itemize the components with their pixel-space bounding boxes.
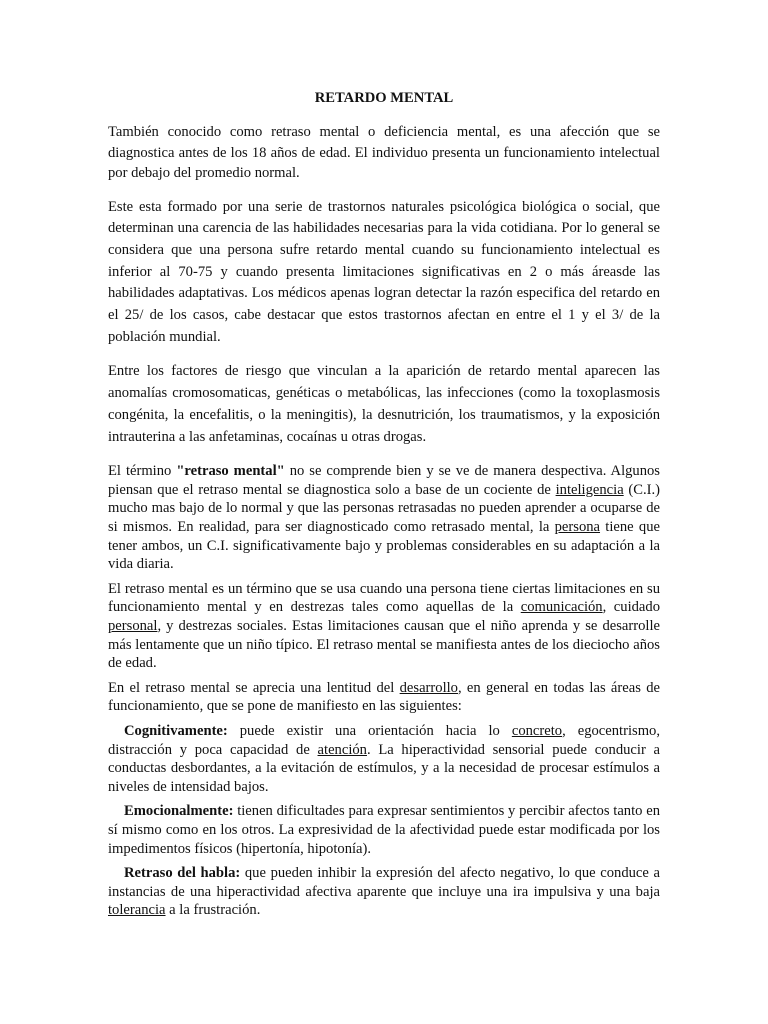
link-atencion[interactable]: atención: [317, 741, 367, 758]
document-title: RETARDO MENTAL: [314, 90, 454, 106]
link-desarrollo[interactable]: desarrollo: [399, 679, 458, 696]
label-cognitivamente: Cognitivamente:: [124, 722, 228, 739]
paragraph-term-meaning: [108, 462, 660, 574]
paragraph-emotional: [108, 802, 660, 858]
text-run: a la frustración.: [165, 902, 261, 919]
paragraph-cognitive: [108, 722, 660, 796]
text-run: no se comprende bien y se ve de manera despectiva. Algunos piensan que el retraso mental se diagnostica solo a base de un cociente de: [108, 463, 660, 498]
paragraph-definition: También conocido como retraso mental o deficiencia mental, es una afección que se diagnostica antes de los 18 años de edad. El individuo presenta un funcionamiento intelectual por debajo del promedio normal.: [108, 124, 660, 181]
link-persona[interactable]: persona: [554, 519, 601, 536]
text-run: puede existir una orientación hacia lo: [227, 722, 512, 739]
paragraph-risk-factors: Entre los factores de riesgo que vinculan a la aparición de retardo mental aparecen las anomalías cromosomaticas, genéticas o metabólicas, las infecciones (como la toxoplasmosis congénita, la encefalitis, o la meningitis), la desnutrición, los traumatismos, y la exposición intrauterina a las anfetaminas, cocaínas u otras drogas.: [108, 363, 660, 445]
paragraph-description: Este esta formado por una serie de trastornos naturales psicológica biológica o social, que determinan una carencia de las habilidades necesarias para la vida cotidiana. Por lo general se considera que una persona sufre retardo mental cuando su funcionamiento intelectual es inferior al 70-75 y cuando presenta limitaciones significativas en 2 o más áreasde las habilidades adaptativas. Los médicos apenas logran detectar la razón especifica del retardo en el 25/ de los casos, cabe destacar que estos trastornos afectan en entre el 1 y el 3/ de la población mundial.: [108, 198, 660, 345]
text-run: , en general en todas las áreas de funcionamiento, que se pone de manifiesto en las siguientes:: [108, 679, 660, 715]
text-run: tienen dificultades para expresar sentimientos y percibir afectos tanto en sí mismo como en los otros. La expresividad de la afectividad puede estar modificada por los impedimentos físicos (hipertonía, hipotonía).: [108, 803, 660, 857]
text-run: (C.I.) mucho mas bajo de lo normal y que las personas retrasadas no pueden aprender a ocuparse de si mismos. En realidad, para ser diagnosticado como retrasado mental, la: [108, 481, 660, 536]
link-tolerancia[interactable]: tolerancia: [108, 902, 166, 919]
paragraph-limitations: [108, 580, 660, 673]
text-run: , egocentrismo, distracción y poca capacidad de: [108, 722, 660, 758]
text-run: , cuidado: [602, 599, 660, 616]
text-run: El término: [108, 463, 177, 480]
link-inteligencia[interactable]: inteligencia: [555, 481, 624, 498]
link-concreto[interactable]: concreto: [511, 722, 563, 739]
paragraph-speech-delay: [108, 864, 660, 920]
label-retraso-del-habla: Retraso del habla:: [124, 865, 241, 882]
text-run: El retraso mental es un término que se usa cuando una persona tiene ciertas limitaciones en su funcionamiento mental y en destrezas tales como aquellas de la: [108, 580, 660, 616]
label-emocionalmente: Emocionalmente:: [124, 803, 234, 820]
text-run: tiene que tener ambos, un C.I. significativamente bajo y problemas considerables en su adaptación a la vida diaria.: [108, 519, 660, 573]
text-run: , y destrezas sociales. Estas limitaciones causan que el niño aprenda y se desarrolle más lentamente que un niño típico. El retraso mental se manifiesta antes de los dieciocho años de edad.: [108, 617, 660, 672]
text-run: . La hiperactividad sensorial puede conducir a conductas desbordantes, a la evitación de estímulos, y a la necesidad de procesar estímulos a niveles de intensidad bajos.: [108, 741, 660, 795]
link-personal[interactable]: personal: [108, 617, 158, 634]
text-run: En el retraso mental se aprecia una lentitud del: [108, 679, 400, 696]
paragraph-development: [108, 679, 660, 716]
bold-term: "retraso mental": [176, 463, 285, 480]
text-run: que pueden inhibir la expresión del afecto negativo, lo que conduce a instancias de una hiperactividad afectiva aparente que incluye una ira impulsiva y una baja: [108, 865, 660, 900]
link-comunicacion[interactable]: comunicación: [520, 599, 603, 616]
